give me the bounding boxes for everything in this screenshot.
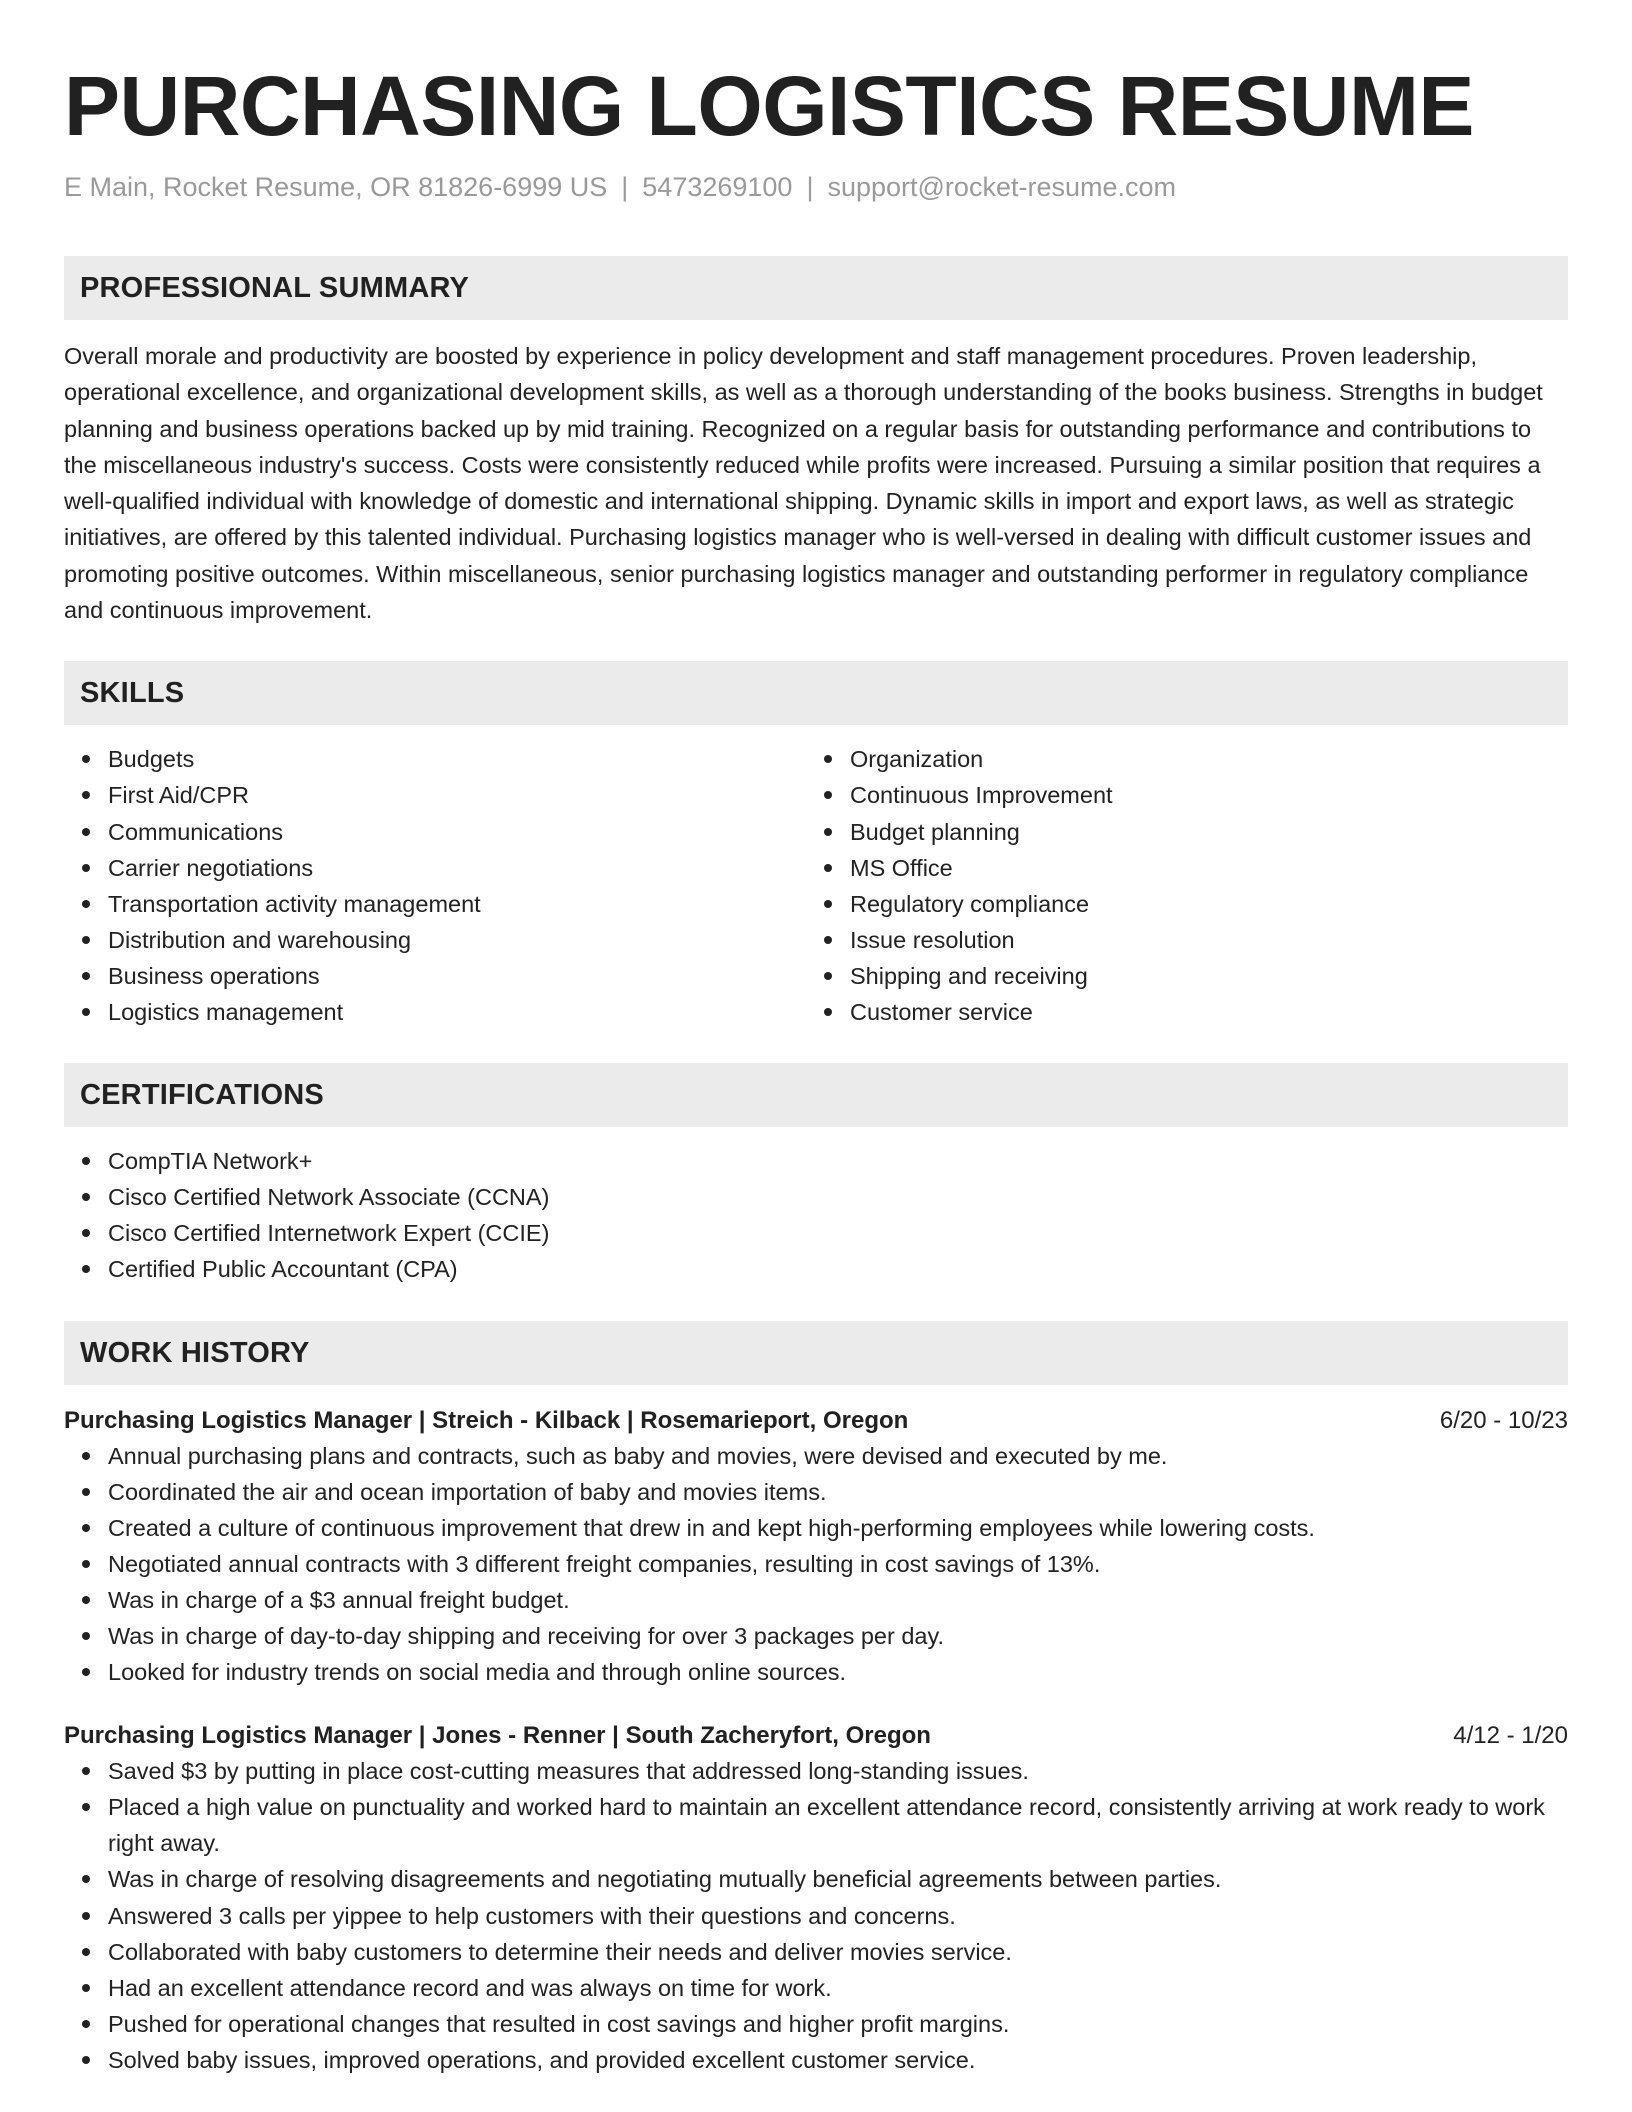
skill-item: Carrier negotiations [108, 850, 806, 886]
skill-item: Transportation activity management [108, 886, 806, 922]
job-header [64, 1719, 1568, 1753]
skill-item: Regulatory compliance [850, 886, 1548, 922]
skill-item: Budgets [108, 741, 806, 777]
job-bullet: Was in charge of resolving disagreements and negotiating mutually beneficial agreements between parties. [108, 1861, 1568, 1897]
job-bullet: Placed a high value on punctuality and worked hard to maintain an excellent attendance record, consistently arriving at work ready to work right away. [108, 1789, 1568, 1861]
job-bullet: Created a culture of continuous improvement that drew in and kept high-performing employees while lowering costs. [108, 1510, 1568, 1546]
skills-grid [64, 741, 1568, 1030]
skill-item: Communications [108, 814, 806, 850]
job-bullet: Was in charge of day-to-day shipping and receiving for over 3 packages per day. [108, 1618, 1568, 1654]
job-entry [64, 1719, 1568, 2078]
contact-address: E Main, Rocket Resume, OR 81826-6999 US [64, 172, 608, 202]
job-bullet: Answered 3 calls per yippee to help customers with their questions and concerns. [108, 1898, 1568, 1934]
skill-item: MS Office [850, 850, 1548, 886]
skill-item: Logistics management [108, 994, 806, 1030]
job-bullets [64, 1438, 1568, 1691]
skill-item: First Aid/CPR [108, 777, 806, 813]
job-bullet: Negotiated annual contracts with 3 different freight companies, resulting in cost savings of 13%. [108, 1546, 1568, 1582]
contact-email: support@rocket-resume.com [827, 172, 1176, 202]
work-history-section-header: WORK HISTORY [64, 1321, 1568, 1385]
skill-item: Customer service [850, 994, 1548, 1030]
job-dates: 6/20 - 10/23 [1439, 1406, 1568, 1434]
certification-item: CompTIA Network+ [108, 1143, 1568, 1179]
skill-item: Budget planning [850, 814, 1548, 850]
skill-item: Business operations [108, 958, 806, 994]
skill-item: Issue resolution [850, 922, 1548, 958]
job-entry [64, 1404, 1568, 1691]
summary-section-header: PROFESSIONAL SUMMARY [64, 256, 1568, 320]
certifications-section-header: CERTIFICATIONS [64, 1063, 1568, 1127]
certification-item: Cisco Certified Internetwork Expert (CCIE) [108, 1215, 1568, 1251]
job-bullet: Pushed for operational changes that resulted in cost savings and higher profit margins. [108, 2006, 1568, 2042]
job-bullet: Saved $3 by putting in place cost-cutting measures that addressed long-standing issues. [108, 1753, 1568, 1789]
job-title: Purchasing Logistics Manager | Jones - Renner | South Zacheryfort, Oregon [64, 1722, 931, 1750]
job-bullets [64, 1753, 1568, 2078]
contact-separator: | [621, 172, 629, 202]
contact-line [64, 170, 1568, 204]
certification-item: Certified Public Accountant (CPA) [108, 1251, 1568, 1287]
skills-column-left [64, 741, 806, 1030]
job-bullet: Looked for industry trends on social media and through online sources. [108, 1654, 1568, 1690]
summary-text: Overall morale and productivity are boosted by experience in policy development and staff management procedures. Proven leadership, operational excellence, and organizational development skills, as well as a thorough understanding of the books business. Strengths in budget planning and business operations backed up by mid training. Recognized on a regular basis for outstanding performance and contributions to the miscellaneous industry's success. Costs were consistently reduced while profits were increased. Pursuing a similar position that requires a well-qualified individual with knowledge of domestic and international shipping. Dynamic skills in import and export laws, as well as strategic initiatives, are offered by this talented individual. Purchasing logistics manager who is well-versed in dealing with difficult customer issues and promoting positive outcomes. Within miscellaneous, senior purchasing logistics manager and outstanding performer in regulatory compliance and continuous improvement. [64, 343, 1543, 624]
job-bullet: Coordinated the air and ocean importation of baby and movies items. [108, 1474, 1568, 1510]
contact-separator: | [806, 172, 814, 202]
certification-item: Cisco Certified Network Associate (CCNA) [108, 1179, 1568, 1215]
skills-section-header: SKILLS [64, 661, 1568, 725]
certifications-list [64, 1143, 1568, 1287]
job-header [64, 1404, 1568, 1438]
skills-column-right [806, 741, 1548, 1030]
resume-title: PURCHASING LOGISTICS RESUME [64, 59, 1474, 153]
job-bullet: Had an excellent attendance record and was always on time for work. [108, 1970, 1568, 2006]
job-bullet: Was in charge of a $3 annual freight budget. [108, 1582, 1568, 1618]
job-bullet: Solved baby issues, improved operations, and provided excellent customer service. [108, 2042, 1568, 2078]
skill-item: Shipping and receiving [850, 958, 1548, 994]
job-bullet: Annual purchasing plans and contracts, such as baby and movies, were devised and executed by me. [108, 1438, 1568, 1474]
skill-item: Distribution and warehousing [108, 922, 806, 958]
skill-item: Continuous Improvement [850, 777, 1548, 813]
job-bullet: Collaborated with baby customers to determine their needs and deliver movies service. [108, 1934, 1568, 1970]
job-title: Purchasing Logistics Manager | Streich - Kilback | Rosemarieport, Oregon [64, 1406, 909, 1434]
resume-page [64, 0, 1568, 2078]
contact-phone: 5473269100 [642, 172, 793, 202]
job-dates: 4/12 - 1/20 [1453, 1722, 1568, 1750]
skill-item: Organization [850, 741, 1548, 777]
